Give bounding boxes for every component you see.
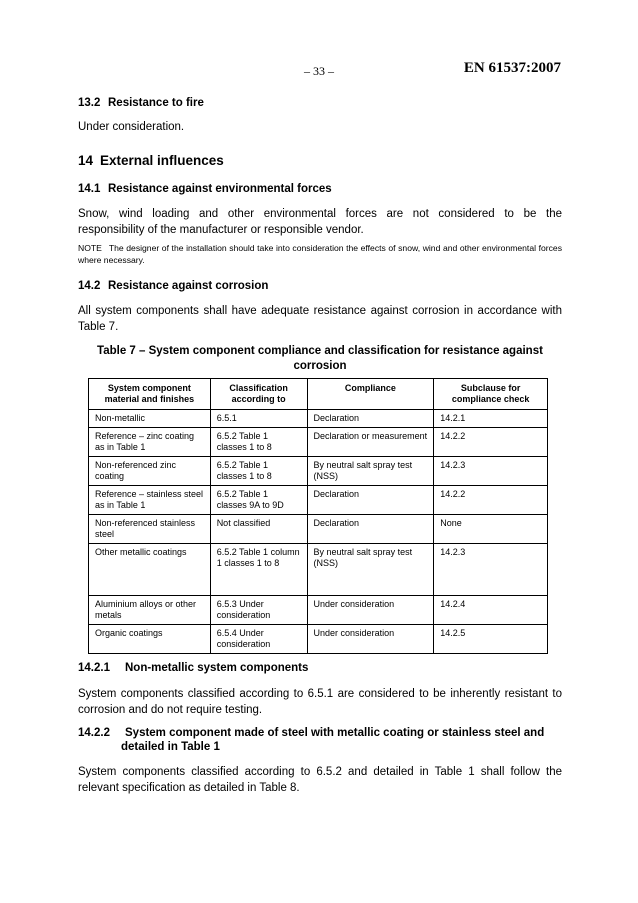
cell-compliance: By neutral salt spray test (NSS) bbox=[307, 457, 434, 486]
section-heading-14-2-1 bbox=[78, 662, 308, 674]
section-number: 13.2 bbox=[78, 97, 101, 109]
cell-subclause: 14.2.2 bbox=[434, 428, 548, 457]
cell-subclause: 14.2.1 bbox=[434, 410, 548, 428]
cell-classification: 6.5.2 Table 1 classes 1 to 8 bbox=[210, 457, 307, 486]
paragraph-13-2: Under consideration. bbox=[78, 121, 185, 133]
header-classification: Classification according to bbox=[210, 379, 307, 410]
section-title: System component made of steel with metallic coating or stainless steel and bbox=[125, 727, 545, 739]
table-row bbox=[89, 457, 548, 486]
paragraph-14-1-line1: Snow, wind loading and other environmental forces are not considered to be the bbox=[78, 208, 562, 220]
cell-compliance: Under consideration bbox=[307, 625, 434, 654]
section-heading-14 bbox=[78, 153, 224, 168]
table-row bbox=[89, 428, 548, 457]
section-title: Non-metallic system components bbox=[125, 662, 309, 674]
section-title: External influences bbox=[100, 153, 224, 168]
cell-subclause: None bbox=[434, 515, 548, 544]
section-heading-14-2-2 bbox=[78, 727, 544, 739]
section-heading-14-1 bbox=[78, 183, 332, 195]
cell-material: Organic coatings bbox=[89, 625, 211, 654]
cell-material: Aluminium alloys or other metals bbox=[89, 596, 211, 625]
cell-subclause: 14.2.5 bbox=[434, 625, 548, 654]
note-label: NOTE bbox=[78, 243, 102, 253]
paragraph-14-2: All system components shall have adequate resistance against corrosion in accordance with Table 7. bbox=[78, 305, 562, 333]
cell-subclause: 14.2.2 bbox=[434, 486, 548, 515]
table-row bbox=[89, 625, 548, 654]
cell-subclause: 14.2.3 bbox=[434, 544, 548, 596]
cell-compliance: By neutral salt spray test (NSS) bbox=[307, 544, 434, 596]
cell-classification: 6.5.4 Under consideration bbox=[210, 625, 307, 654]
table-row bbox=[89, 410, 548, 428]
cell-material: Reference – stainless steel as in Table 1 bbox=[89, 486, 211, 515]
table-row bbox=[89, 486, 548, 515]
header-subclause: Subclause for compliance check bbox=[434, 379, 548, 410]
cell-classification: Not classified bbox=[210, 515, 307, 544]
section-title: Resistance against environmental forces bbox=[108, 183, 332, 195]
cell-material: Reference – zinc coating as in Table 1 bbox=[89, 428, 211, 457]
note-text: The designer of the installation should take into consideration the effects of snow, wind and other environmental forces where necessary. bbox=[78, 243, 562, 265]
paragraph-14-2-2-line1: System components classified according to 6.5.2 and detailed in Table 1 shall follow the bbox=[78, 766, 562, 778]
paragraph-14-2-2-line2: relevant specification as detailed in Table 8. bbox=[78, 782, 300, 794]
table-row bbox=[89, 544, 548, 596]
cell-compliance: Declaration or measurement bbox=[307, 428, 434, 457]
paragraph-14-2-1: System components classified according to 6.5.1 are considered to be inherently resistant to corrosion and do not require testing. bbox=[78, 688, 562, 716]
cell-material: Non-metallic bbox=[89, 410, 211, 428]
cell-material: Non-referenced zinc coating bbox=[89, 457, 211, 486]
section-number: 14.1 bbox=[78, 183, 101, 195]
corrosion-table bbox=[88, 378, 548, 654]
table-row bbox=[89, 596, 548, 625]
cell-compliance: Declaration bbox=[307, 515, 434, 544]
section-number: 14.2.2 bbox=[78, 727, 110, 739]
header-compliance: Compliance bbox=[307, 379, 434, 410]
cell-material: Non-referenced stainless steel bbox=[89, 515, 211, 544]
cell-classification: 6.5.1 bbox=[210, 410, 307, 428]
cell-classification: 6.5.2 Table 1 column 1 classes 1 to 8 bbox=[210, 544, 307, 596]
table-caption-line1: Table 7 – System component compliance and classification for resistance against bbox=[97, 345, 543, 357]
cell-subclause: 14.2.4 bbox=[434, 596, 548, 625]
section-heading-13-2 bbox=[78, 97, 204, 109]
section-title: Resistance to fire bbox=[108, 97, 204, 109]
section-number: 14.2 bbox=[78, 280, 101, 292]
page-number: – 33 – bbox=[304, 64, 334, 78]
cell-classification: 6.5.3 Under consideration bbox=[210, 596, 307, 625]
section-number: 14 bbox=[78, 153, 94, 168]
standard-designation: EN 61537:2007 bbox=[463, 60, 561, 76]
section-title: Resistance against corrosion bbox=[108, 280, 269, 292]
cell-compliance: Under consideration bbox=[307, 596, 434, 625]
section-number: 14.2.1 bbox=[78, 662, 110, 674]
cell-material: Other metallic coatings bbox=[89, 544, 211, 596]
section-title-continued: detailed in Table 1 bbox=[121, 741, 220, 753]
header-material: System component material and finishes bbox=[89, 379, 211, 410]
note-14-1 bbox=[78, 242, 562, 266]
table-caption-line2: corrosion bbox=[293, 360, 347, 372]
table-header-row bbox=[89, 379, 548, 410]
paragraph-14-1-line2: responsibility of the manufacturer or responsible vendor. bbox=[78, 224, 364, 236]
table-row bbox=[89, 515, 548, 544]
cell-classification: 6.5.2 Table 1 classes 1 to 8 bbox=[210, 428, 307, 457]
cell-compliance: Declaration bbox=[307, 486, 434, 515]
cell-compliance: Declaration bbox=[307, 410, 434, 428]
cell-classification: 6.5.2 Table 1 classes 9A to 9D bbox=[210, 486, 307, 515]
cell-subclause: 14.2.3 bbox=[434, 457, 548, 486]
table-caption bbox=[88, 344, 552, 374]
section-heading-14-2 bbox=[78, 280, 268, 292]
